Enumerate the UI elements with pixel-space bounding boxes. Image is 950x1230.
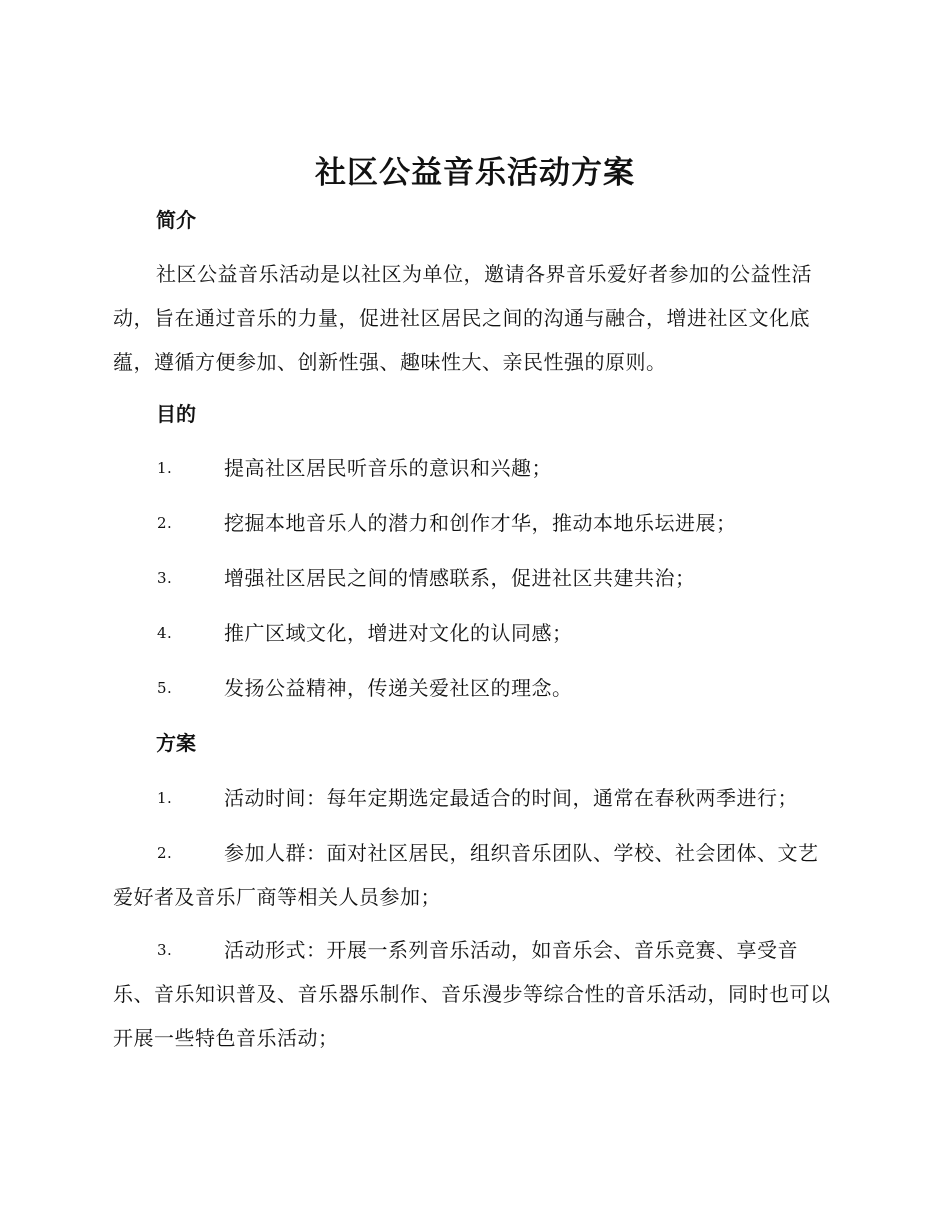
section-heading-purpose: 目的 <box>156 402 196 426</box>
list-text: 参加人群：面对社区居民，组织音乐团队、学校、社会团体、文艺爱好者及音乐厂商等相关人员参加； <box>113 841 819 909</box>
list-number: 5. <box>157 679 173 697</box>
section-heading-plan: 方案 <box>156 731 196 755</box>
list-number: 4. <box>157 624 173 642</box>
list-number: 2. <box>157 514 173 532</box>
list-number: 1. <box>157 789 173 807</box>
list-text: 发扬公益精神，传递关爱社区的理念。 <box>224 676 573 700</box>
list-number: 3. <box>157 941 173 959</box>
list-text: 挖掘本地音乐人的潜力和创作才华，推动本地乐坛进展； <box>224 511 737 535</box>
intro-paragraph: 社区公益音乐活动是以社区为单位，邀请各界音乐爱好者参加的公益性活动，旨在通过音乐的力量，促进社区居民之间的沟通与融合，增进社区文化底蕴，遵循方便参加、创新性强、趣味性大、亲民性强的原则。 <box>113 262 812 374</box>
purpose-list-item <box>113 556 837 600</box>
purpose-list-item <box>113 501 837 545</box>
purpose-list-item <box>113 446 837 490</box>
plan-list-item <box>113 776 837 820</box>
list-number: 2. <box>157 844 173 862</box>
list-text: 活动形式：开展一系列音乐活动，如音乐会、音乐竞赛、享受音乐、音乐知识普及、音乐器乐制作、音乐漫步等综合性的音乐活动，同时也可以开展一些特色音乐活动； <box>113 938 831 1050</box>
list-text: 推广区域文化，增进对文化的认同感； <box>224 621 573 645</box>
section-heading-intro: 简介 <box>156 208 196 232</box>
list-text: 提高社区居民听音乐的意识和兴趣； <box>224 456 552 480</box>
plan-list-item <box>113 831 837 919</box>
document-title: 社区公益音乐活动方案 <box>315 155 635 191</box>
list-number: 1. <box>157 459 173 477</box>
plan-list-item <box>113 928 837 1060</box>
purpose-list-item <box>113 611 837 655</box>
list-number: 3. <box>157 569 173 587</box>
list-text: 增强社区居民之间的情感联系，促进社区共建共治； <box>224 566 696 590</box>
purpose-list-item <box>113 666 837 710</box>
list-text: 活动时间：每年定期选定最适合的时间，通常在春秋两季进行； <box>224 786 798 810</box>
